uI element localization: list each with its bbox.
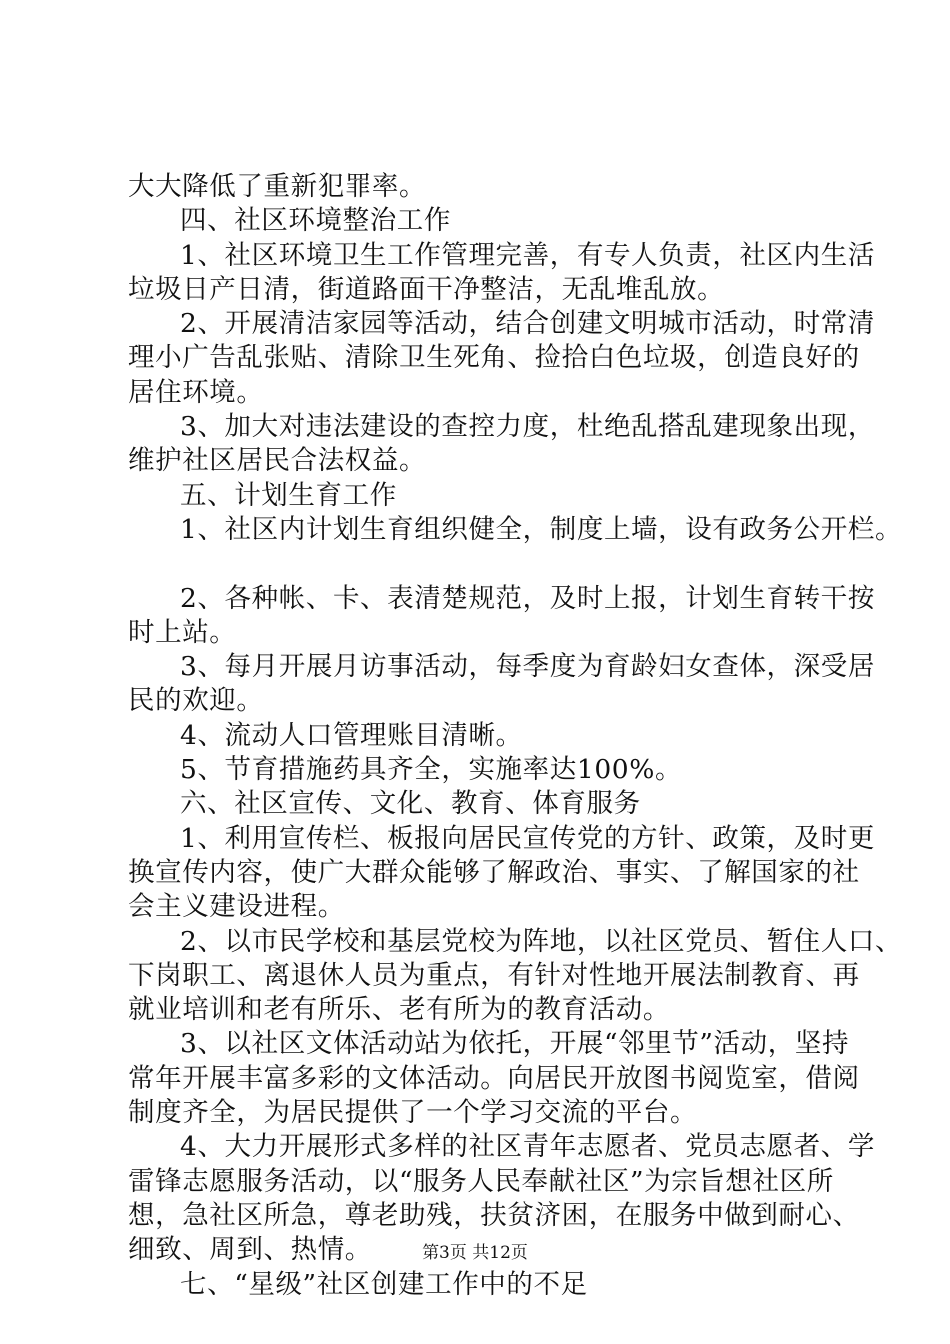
text-line: 4、大力开展形式多样的社区青年志愿者、党员志愿者、学	[180, 1131, 875, 1163]
text-line: 细致、周到、热情。	[128, 1234, 372, 1266]
text-line: 5、节育措施药具齐全，实施率达100%。	[180, 754, 683, 786]
text-line: 2、以市民学校和基层党校为阵地，以社区党员、暂住人口、	[180, 925, 903, 957]
text-line: 3、加大对违法建设的查控力度，杜绝乱搭乱建现象出现，	[180, 411, 875, 443]
text-line: 维护社区居民合法权益。	[128, 445, 427, 477]
text-line: 1、社区环境卫生工作管理完善，有专人负责，社区内生活	[180, 239, 875, 271]
document-body	[128, 170, 903, 1302]
text-line: 理小广告乱张贴、清除卫生死角、捡拾白色垃圾，创造良好的	[128, 342, 860, 374]
text-line: 下岗职工、离退休人员为重点，有针对性地开展法制教育、再	[128, 959, 860, 991]
text-line: 雷锋志愿服务活动，以“服务人民奉献社区”为宗旨想社区所	[128, 1165, 834, 1197]
text-line: 会主义建设进程。	[128, 891, 345, 923]
text-line: 时上站。	[128, 616, 237, 648]
text-line: 大大降低了重新犯罪率。	[128, 171, 427, 202]
section-heading: 四、社区环境整治工作	[180, 205, 451, 237]
page-number-footer: 第3页 共12页	[422, 1243, 528, 1263]
text-line: 就业培训和老有所乐、老有所为的教育活动。	[128, 994, 670, 1026]
text-line: 常年开展丰富多彩的文体活动。向居民开放图书阅览室，借阅	[128, 1062, 860, 1094]
text-line: 1、社区内计划生育组织健全，制度上墙，设有政务公开栏。	[180, 513, 903, 545]
text-line: 居住环境。	[128, 376, 264, 408]
section-heading: 七、“星级”社区创建工作中的不足	[180, 1268, 588, 1300]
text-line: 4、流动人口管理账目清晰。	[180, 719, 523, 751]
section-heading: 五、计划生育工作	[180, 479, 397, 511]
text-line: 3、以社区文体活动站为依托，开展“邻里节”活动，坚持	[180, 1028, 850, 1060]
text-line: 3、每月开展月访事活动，每季度为育龄妇女查体，深受居	[180, 651, 875, 683]
text-line: 制度齐全，为居民提供了一个学习交流的平台。	[128, 1097, 698, 1129]
text-line: 2、各种帐、卡、表清楚规范，及时上报，计划生育转干按	[180, 582, 875, 614]
blank-line	[128, 547, 843, 581]
text-line: 1、利用宣传栏、板报向居民宣传党的方针、政策，及时更	[180, 822, 875, 854]
text-line: 垃圾日产日清，街道路面干净整洁，无乱堆乱放。	[128, 273, 725, 305]
text-line: 想，急社区所急，尊老助残，扶贫济困，在服务中做到耐心、	[128, 1199, 860, 1231]
section-heading: 六、社区宣传、文化、教育、体育服务	[180, 788, 641, 820]
text-line: 换宣传内容，使广大群众能够了解政治、事实、了解国家的社	[128, 856, 860, 888]
text-line: 2、开展清洁家园等活动，结合创建文明城市活动，时常清	[180, 308, 875, 340]
text-line: 民的欢迎。	[128, 685, 264, 717]
